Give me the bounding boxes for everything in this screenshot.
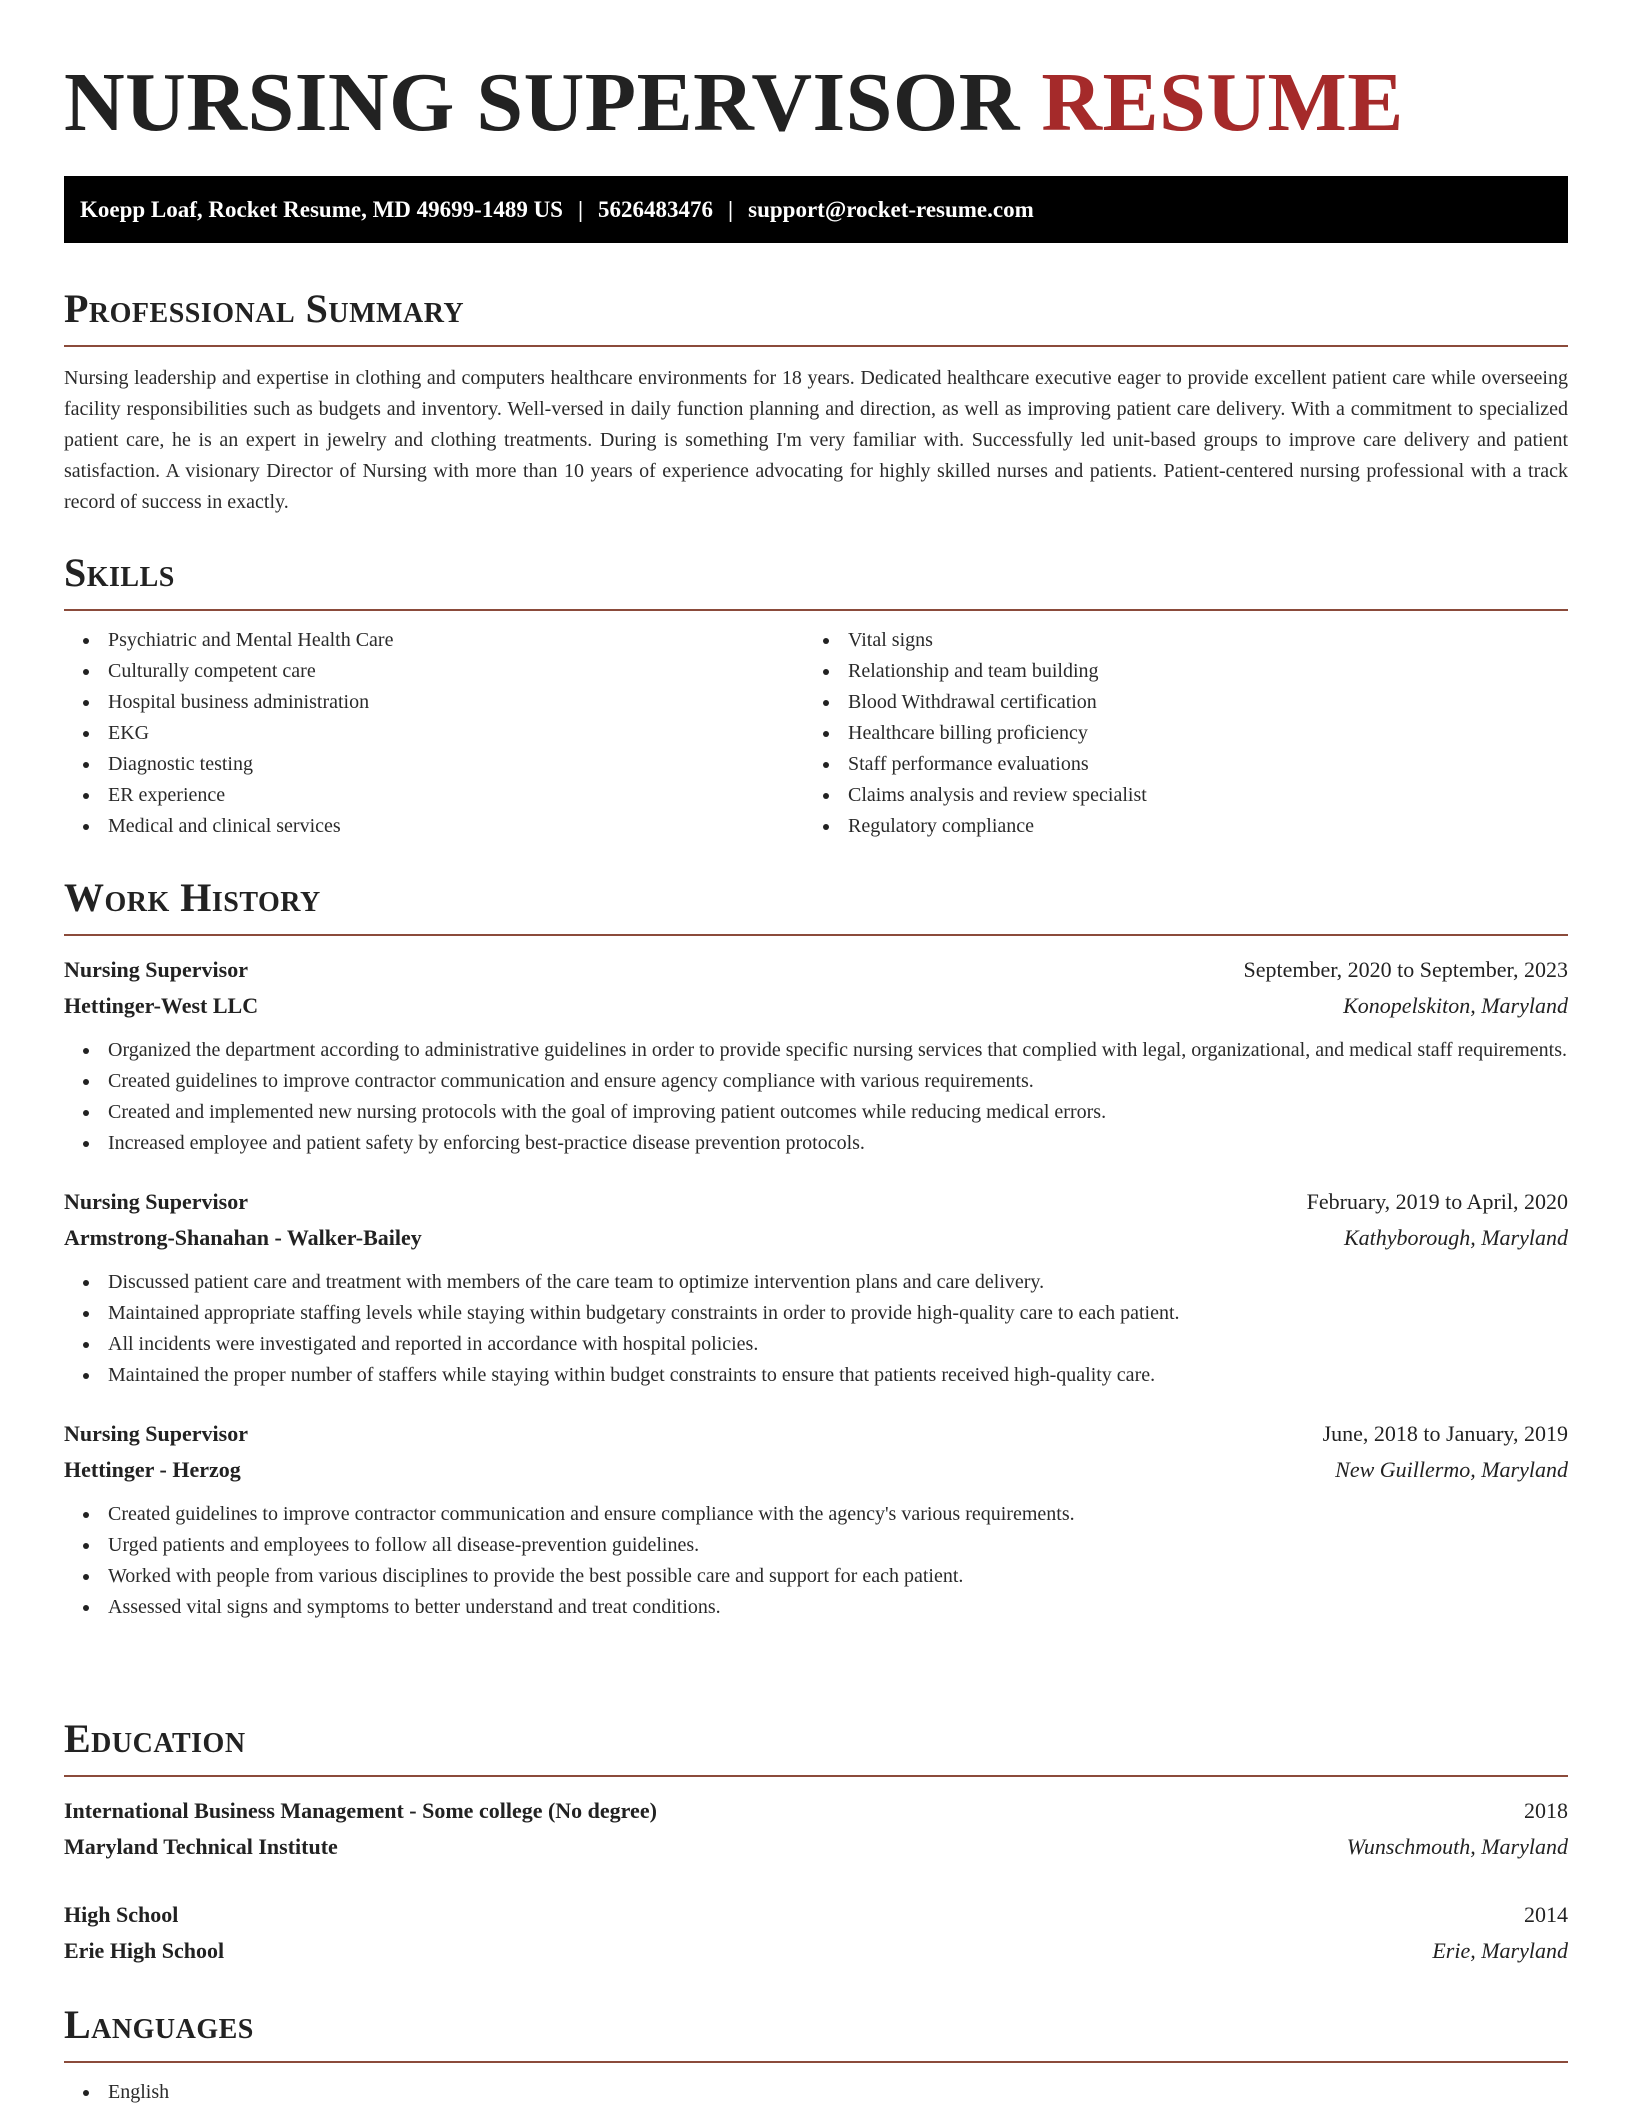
title-main: NURSING SUPERVISOR xyxy=(64,56,1020,149)
languages-section xyxy=(64,2003,1568,2108)
skills-columns xyxy=(64,625,1568,842)
job-duty: Created and implemented new nursing protocols with the goal of improving patient outcomes while reducing medical errors. xyxy=(64,1097,1568,1128)
job-duty: Discussed patient care and treatment with members of the care team to optimize intervention plans and care delivery. xyxy=(64,1267,1568,1298)
job-company: Hettinger-West LLC xyxy=(64,993,259,1018)
job-company: Armstrong-Shanahan - Walker-Bailey xyxy=(64,1225,422,1250)
job-dates: February, 2019 to April, 2020 xyxy=(1306,1189,1568,1214)
job-title: Nursing Supervisor xyxy=(64,1189,248,1214)
summary-section xyxy=(64,287,1568,518)
job-dates: September, 2020 to September, 2023 xyxy=(1243,957,1568,982)
contact-bar xyxy=(64,176,1568,243)
summary-text: Nursing leadership and expertise in clothing and computers healthcare environments for 18 years. Dedicated healthcare executive eager to provide excellent patient care while overseeing facility responsibilities such as budgets and inventory. Well-versed in daily function planning and direction, as well as improving patient care delivery. With a commitment to specialized patient care, he is an expert in jewelry and clothing treatments. During is something I'm very familiar with. Successfully led unit-based groups to improve care delivery and patient satisfaction. A visionary Director of Nursing with more than 10 years of experience advocating for highly skilled nurses and patients. Patient-centered nursing professional with a track record of success in exactly. xyxy=(64,367,1568,513)
job-location: Konopelskiton, Maryland xyxy=(1343,993,1568,1018)
job-duty: Urged patients and employees to follow all disease-prevention guidelines. xyxy=(64,1530,1568,1561)
education-section xyxy=(64,1717,1568,1969)
education-location: Erie, Maryland xyxy=(1432,1938,1568,1963)
education-entry xyxy=(64,1793,1568,1865)
education-year: 2018 xyxy=(1524,1798,1568,1823)
education-school: Maryland Technical Institute xyxy=(64,1834,338,1859)
work-history-section xyxy=(64,876,1568,1623)
education-location: Wunschmouth, Maryland xyxy=(1346,1834,1568,1859)
skill-item: Regulatory compliance xyxy=(804,811,1544,842)
education-degree: International Business Management - Some college (No degree) xyxy=(64,1798,657,1823)
job-title: Nursing Supervisor xyxy=(64,957,248,982)
skills-list-right xyxy=(804,625,1544,842)
skills-section xyxy=(64,551,1568,842)
job-location: New Guillermo, Maryland xyxy=(1335,1457,1568,1482)
section-heading: Work History xyxy=(64,875,321,920)
education-year: 2014 xyxy=(1524,1902,1568,1927)
job-company: Hettinger - Herzog xyxy=(64,1457,241,1482)
skill-item: Medical and clinical services xyxy=(64,811,804,842)
job-duty: Organized the department according to administrative guidelines in order to provide specific nursing services that complied with legal, organizational, and medical staff requirements. xyxy=(64,1035,1568,1066)
resume-title xyxy=(64,58,1404,148)
skill-item: Claims analysis and review specialist xyxy=(804,780,1544,811)
skill-item: Healthcare billing proficiency xyxy=(804,718,1544,749)
job-duty: Created guidelines to improve contractor communication and ensure compliance with the agency's various requirements. xyxy=(64,1499,1568,1530)
skill-item: Relationship and team building xyxy=(804,656,1544,687)
job-duty: Maintained appropriate staffing levels while staying within budgetary constraints in order to provide high-quality care to each patient. xyxy=(64,1298,1568,1329)
job-duties xyxy=(64,1499,1568,1623)
skill-item: Staff performance evaluations xyxy=(804,749,1544,780)
section-heading: Education xyxy=(64,1716,246,1761)
contact-separator: | xyxy=(728,196,734,222)
job-entry xyxy=(64,952,1568,1159)
contact-email: support@rocket-resume.com xyxy=(748,196,1034,222)
skill-item: EKG xyxy=(64,718,804,749)
skill-item: ER experience xyxy=(64,780,804,811)
job-duties xyxy=(64,1035,1568,1159)
skill-item: Blood Withdrawal certification xyxy=(804,687,1544,718)
skill-item: Psychiatric and Mental Health Care xyxy=(64,625,804,656)
job-duty: All incidents were investigated and reported in accordance with hospital policies. xyxy=(64,1329,1568,1360)
job-location: Kathyborough, Maryland xyxy=(1343,1225,1568,1250)
skill-item: Vital signs xyxy=(804,625,1544,656)
education-school: Erie High School xyxy=(64,1938,225,1963)
section-divider xyxy=(64,934,1568,936)
section-divider xyxy=(64,2061,1568,2063)
contact-address: Koepp Loaf, Rocket Resume, MD 49699-1489 US xyxy=(80,196,563,222)
section-heading: Skills xyxy=(64,550,175,595)
title-accent: RESUME xyxy=(1041,56,1404,149)
job-duty: Created guidelines to improve contractor communication and ensure agency compliance with various requirements. xyxy=(64,1066,1568,1097)
education-entry xyxy=(64,1897,1568,1969)
skill-item: Diagnostic testing xyxy=(64,749,804,780)
section-divider xyxy=(64,345,1568,347)
contact-separator: | xyxy=(577,196,584,222)
section-heading: Professional Summary xyxy=(64,286,465,331)
job-duty: Worked with people from various disciplines to provide the best possible care and support for each patient. xyxy=(64,1561,1568,1592)
language-item: English xyxy=(64,2077,1568,2108)
job-entry xyxy=(64,1416,1568,1623)
job-entry xyxy=(64,1184,1568,1391)
section-divider xyxy=(64,1775,1568,1777)
languages-list xyxy=(64,2077,1568,2108)
job-title: Nursing Supervisor xyxy=(64,1421,248,1446)
contact-phone: 5626483476 xyxy=(598,196,714,222)
job-duties xyxy=(64,1267,1568,1391)
job-dates: June, 2018 to January, 2019 xyxy=(1322,1421,1568,1446)
job-duty: Assessed vital signs and symptoms to better understand and treat conditions. xyxy=(64,1592,1568,1623)
job-duty: Maintained the proper number of staffers while staying within budget constraints to ensure that patients received high-quality care. xyxy=(64,1360,1568,1391)
section-heading: Languages xyxy=(64,2002,254,2047)
education-degree: High School xyxy=(64,1902,179,1927)
job-duty: Increased employee and patient safety by enforcing best-practice disease prevention protocols. xyxy=(64,1128,1568,1159)
skill-item: Culturally competent care xyxy=(64,656,804,687)
skills-list-left xyxy=(64,625,804,842)
skill-item: Hospital business administration xyxy=(64,687,804,718)
section-divider xyxy=(64,609,1568,611)
